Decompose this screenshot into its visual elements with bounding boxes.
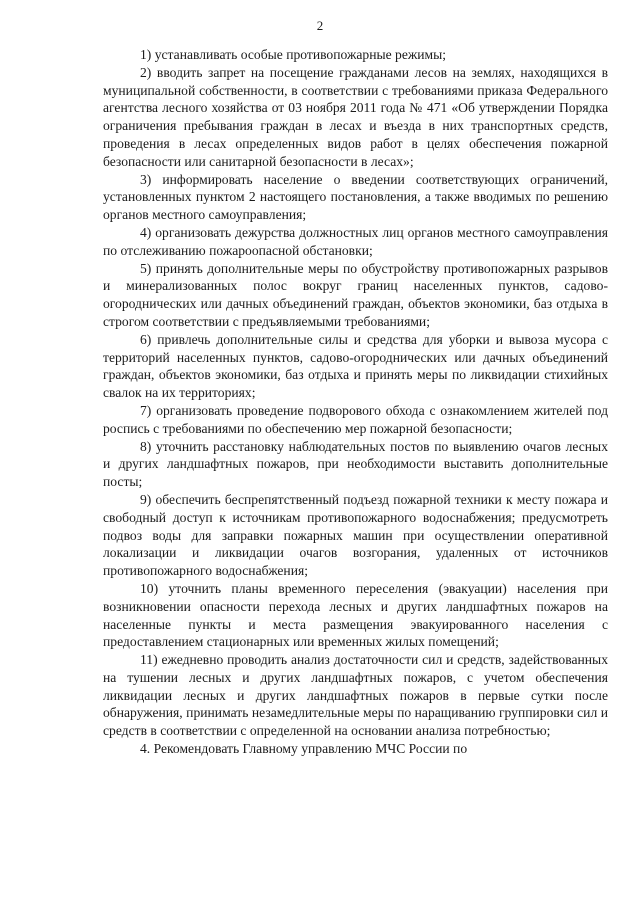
paragraph-item-3: 3) информировать население о введении соответствующих ограничений, установленных пунктом 2 настоящего постановления, а также вводимых по решению органов местного самоуправления; (103, 171, 608, 223)
paragraph-item-5: 5) принять дополнительные меры по обустройству противопожарных разрывов и минерализованных полос вокруг границ населенных пунктов, садово-огороднических или дачных объединений граждан, объектов экономики, баз отдыха в строгом соответствии с предъявляемыми требованиями; (103, 260, 608, 329)
paragraph-item-8: 8) уточнить расстановку наблюдательных постов по выявлению очагов лесных и других ландшафтных пожаров, при необходимости выставить дополнительные посты; (103, 438, 608, 490)
paragraph-item-10: 10) уточнить планы временного переселения (эвакуации) населения при возникновении опасности перехода лесных и других ландшафтных пожаров на населенные пункты и места размещения эвакуированного населения с предоставлением стационарных или временных жилых помещений; (103, 580, 608, 650)
paragraph-item-7: 7) организовать проведение подворового обхода с ознакомлением жителей под роспись с требованиями по обеспечению мер пожарной безопасности; (103, 402, 608, 436)
paragraph-item-4: 4) организовать дежурства должностных лиц органов местного самоуправления по отслеживанию пожароопасной обстановки; (103, 224, 608, 258)
paragraph-item-6: 6) привлечь дополнительные силы и средства для уборки и вывоза мусора с территорий населенных пунктов, садово-огороднических или дачных объединений граждан, объектов экономики, баз отдыха и принять меры по ликвидации стихийных свалок на их территориях; (103, 331, 608, 401)
page-number: 2 (316, 18, 324, 33)
document-body (103, 46, 608, 758)
paragraph-item-1: 1) устанавливать особые противопожарные режимы; (140, 47, 447, 62)
paragraph-item-11: 11) ежедневно проводить анализ достаточности сил и средств, задействованных на тушении лесных и других ландшафтных пожаров, с учетом обеспечения ликвидации лесных и других ландшафтных пожаров в первые сутки после обнаружения, принимать незамедлительные меры по наращиванию группировки сил и средств в соответствии с определенной на основании анализа потребностью; (103, 652, 608, 739)
paragraph-section-4: 4. Рекомендовать Главному управлению МЧС России по (140, 741, 468, 757)
paragraph-item-9: 9) обеспечить беспрепятственный подъезд пожарной техники к месту пожара и свободный доступ к источникам противопожарного водоснабжения; предусмотреть подвоз воды для заправки пожарных машин при осуществлении оперативной локализации и ликвидации очагов возгорания, удаленных от источников противопожарного водоснабжения; (103, 491, 608, 579)
paragraph-item-2: 2) вводить запрет на посещение гражданами лесов на землях, находящихся в муниципальной собственности, в соответствии с требованиями приказа Федерального агентства лесного хозяйства от 03 ноября 2011 года № 471 «Об утверждении Порядка ограничения пребывания граждан в лесах и въезда в них транспортных средств, проведения в лесах определенных видов работ в целях обеспечения пожарной безопасности или санитарной безопасности в лесах»; (103, 64, 608, 169)
